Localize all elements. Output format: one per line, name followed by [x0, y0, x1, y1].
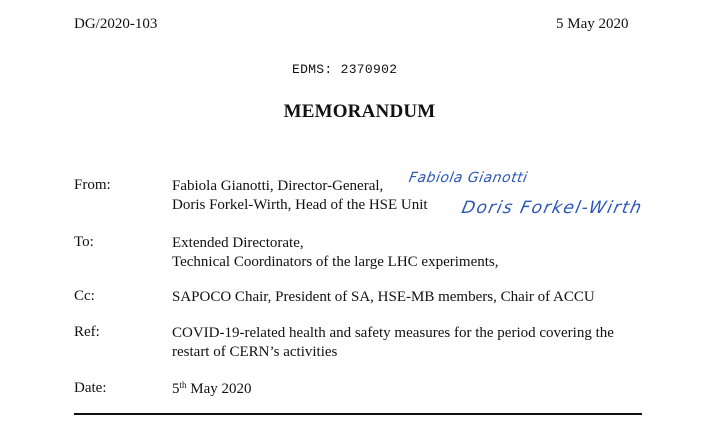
cc-label: Cc: — [74, 288, 95, 304]
ref-line-2: restart of CERN’s activities — [172, 344, 338, 360]
from-label: From: — [74, 177, 111, 193]
to-line-2: Technical Coordinators of the large LHC experiments, — [172, 254, 499, 270]
date-month-year: May 2020 — [186, 381, 252, 397]
document-date: 5 May 2020 — [556, 16, 629, 32]
memo-title: MEMORANDUM — [283, 101, 436, 122]
document-reference: DG/2020-103 — [74, 16, 158, 32]
date-label: Date: — [74, 380, 107, 396]
ref-line-1: COVID-19-related health and safety measures for the period covering the — [172, 325, 614, 341]
divider-rule — [74, 413, 642, 415]
date-value — [172, 380, 252, 399]
cc-value: SAPOCO Chair, President of SA, HSE-MB members, Chair of ACCU — [172, 289, 595, 305]
ref-label: Ref: — [74, 324, 100, 340]
date-day: 5 — [172, 381, 180, 397]
from-line-1: Fabiola Gianotti, Director-General, — [172, 178, 384, 194]
ref-value — [172, 324, 614, 362]
edms-number: EDMS: 2370902 — [292, 62, 398, 77]
signature-gianotti: Fabiola Gianotti — [407, 170, 529, 186]
to-value — [172, 234, 499, 272]
from-line-2: Doris Forkel-Wirth, Head of the HSE Unit — [172, 197, 428, 213]
to-label: To: — [74, 234, 94, 250]
to-line-1: Extended Directorate, — [172, 235, 304, 251]
from-value — [172, 177, 428, 215]
date-ordinal: th — [179, 380, 187, 390]
signature-forkel-wirth: Doris Forkel-Wirth — [459, 198, 645, 218]
